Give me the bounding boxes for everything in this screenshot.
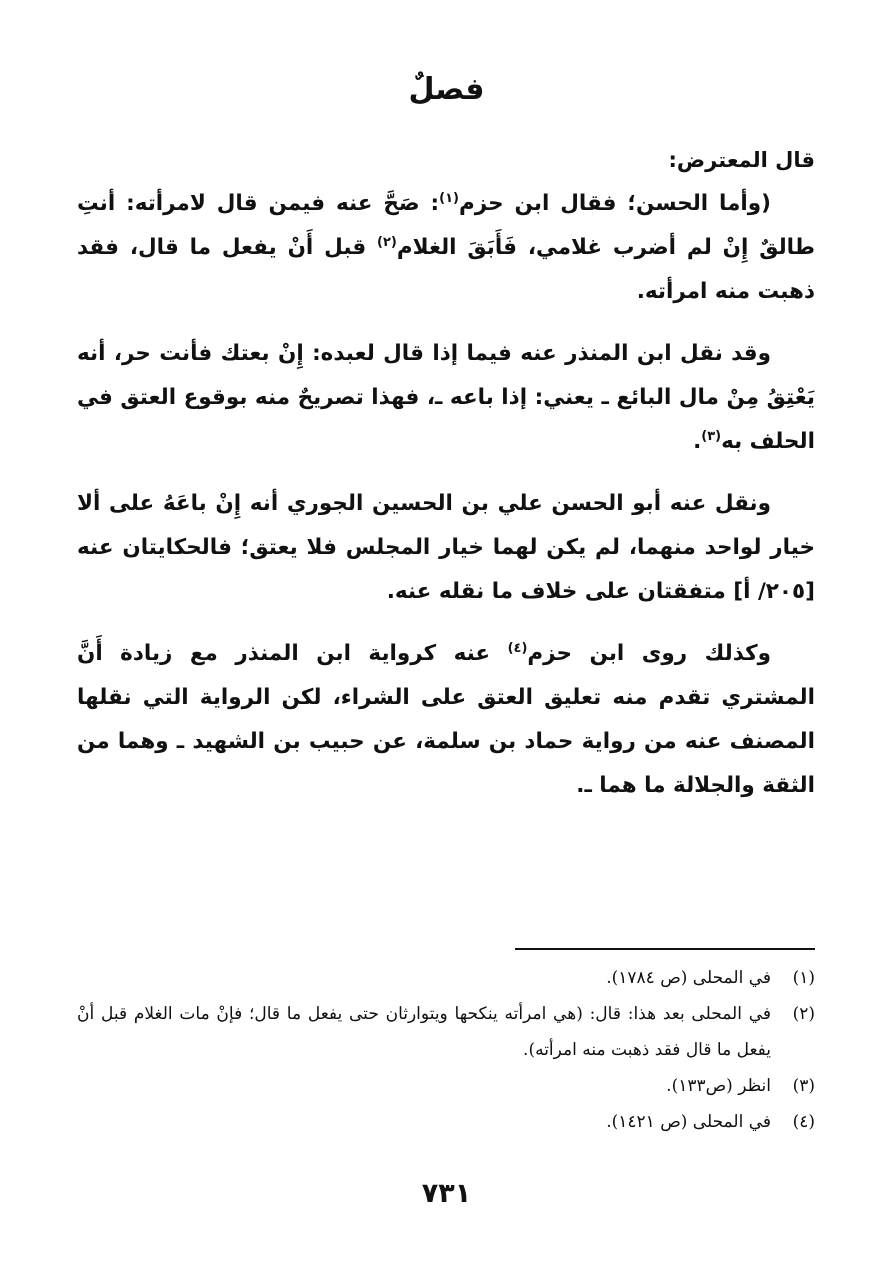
paragraph-2-text-a: وقد نقل ابن المنذر عنه فيما إذا قال لعبده: إِنْ بعتك فأنت حر، أنه يَعْتِقُ مِنْ مال البائع ـ يعني: إذا باعه ـ، فهذا تصريحٌ منه بوقوع العتق في الحلف به: [77, 341, 815, 454]
footnote-number: (٣): [792, 1076, 815, 1096]
footnote-text: في المحلى بعد هذا: قال: (هي امرأته ينكحها ويتوارثان حتى يفعل ما قال؛ فإنْ مات الغلام قبل أنْ يفعل ما قال فقد ذهبت منه امرأته).: [77, 1004, 771, 1060]
paragraph-4: [77, 632, 815, 808]
footnote-number: (٢): [792, 1004, 815, 1024]
paragraph-1: [77, 182, 815, 314]
footnote-4: [77, 1104, 815, 1140]
paragraph-1-text-c: قبل أَنْ يفعل ما قال، فقد ذهبت منه امرأته.: [77, 235, 815, 304]
footnote-text: انظر (ص١٣٣).: [666, 1076, 771, 1096]
paragraph-2: [77, 332, 815, 464]
paragraph-1-text-a: (وأما الحسن؛ فقال ابن حزم: [459, 191, 771, 216]
paragraph-4-text-b: عنه كرواية ابن المنذر مع زيادة أَنَّ المشتري تقدم منه تعليق العتق على الشراء، لكن الرواية التي نقلها المصنف عنه من رواية حماد بن سلمة، عن حبيب بن الشهيد ـ وهما من الثقة والجلالة ما هما ـ.: [77, 641, 815, 798]
footnote-number: (١): [792, 968, 815, 988]
paragraph-3: [77, 482, 815, 614]
footnote-1: [77, 960, 815, 996]
footnote-text: في المحلى (ص ١٧٨٤).: [606, 968, 771, 988]
objector-label: قال المعترض:: [668, 148, 815, 172]
footnote-3: [77, 1068, 815, 1104]
page-number: ٧٣١: [421, 1178, 472, 1209]
paragraph-2-text-b: .: [693, 429, 702, 454]
paragraph-1-text-b: : صَحَّ عنه فيمن قال لامرأته: أنتِ طالقٌ إِنْ لم أضرب غلامي، فَأَبَقَ الغلام: [77, 191, 815, 260]
footnote-divider: [515, 948, 815, 950]
footnote-ref-1[interactable]: (١): [439, 190, 459, 206]
footnote-ref-4[interactable]: (٤): [507, 640, 528, 656]
paragraph-4-text-a: وكذلك روى ابن حزم: [527, 641, 771, 666]
paragraph-3-text: ونقل عنه أبو الحسن علي بن الحسين الجوري أنه إِنْ باعَهُ على ألا خيار لواحد منهما، لم يكن لهما خيار المجلس فلا يعتق؛ فالحكايتان عنه [٢٠٥/ أ] متفقتان على خلاف ما نقله عنه.: [77, 491, 815, 604]
footnote-text: في المحلى (ص ١٤٢١).: [606, 1112, 771, 1132]
footnote-ref-3[interactable]: (٣): [701, 428, 722, 444]
main-text-body: [77, 138, 815, 808]
footnote-2: [77, 996, 815, 1068]
chapter-title: فصلٌ: [408, 72, 485, 107]
footnote-ref-2[interactable]: (٢): [377, 234, 397, 250]
footnotes-section: [77, 960, 815, 1140]
footnote-number: (٤): [792, 1112, 815, 1132]
